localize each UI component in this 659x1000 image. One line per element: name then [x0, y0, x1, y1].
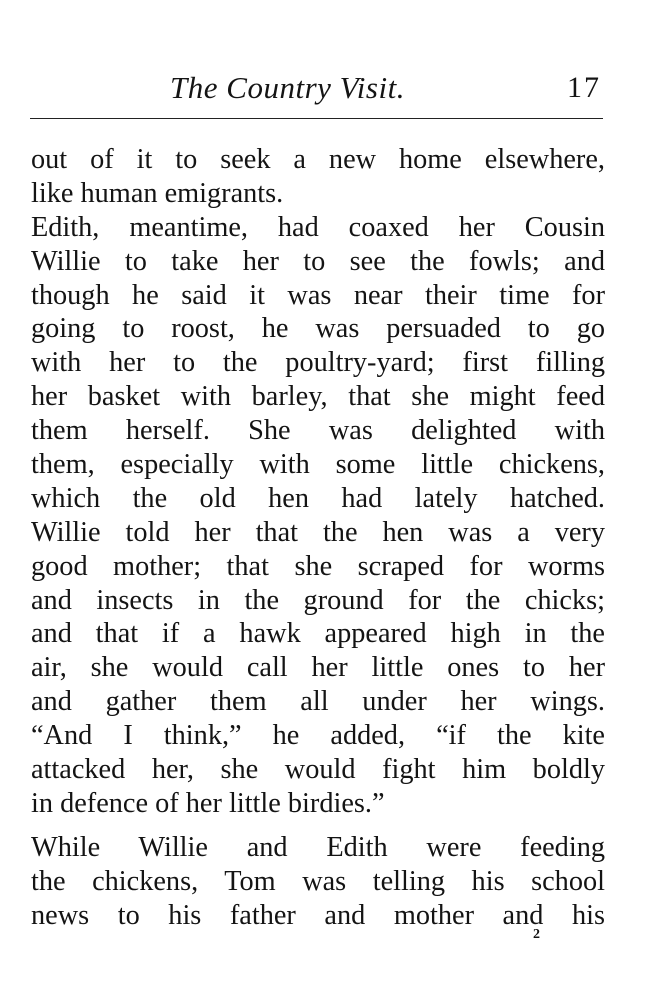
signature-mark: 2: [533, 927, 540, 942]
text-line: which the old hen had lately hatched.: [31, 482, 605, 514]
text-line: her basket with barley, that she might feed: [31, 381, 605, 413]
paragraph-3: [31, 831, 605, 933]
text-line: “And I think,” he added, “if the kite: [31, 720, 605, 752]
text-line: them, especially with some little chickens,: [31, 449, 605, 481]
text-line: with her to the poultry-yard; first filling: [31, 347, 605, 379]
text-line: While Willie and Edith were feeding: [31, 831, 605, 863]
text-line: Willie told her that the hen was a very: [31, 516, 605, 548]
page-number: 17: [567, 71, 601, 104]
paragraph-1: [31, 143, 605, 211]
text-line: Edith, meantime, had coaxed her Cousin: [31, 211, 605, 243]
text-line: attacked her, she would fight him boldly: [31, 754, 605, 786]
paragraph-gap: [31, 821, 605, 831]
text-line: Willie to take her to see the fowls; and: [31, 245, 605, 277]
text-line: though he said it was near their time for: [31, 279, 605, 311]
text-line: going to roost, he was persuaded to go: [31, 313, 605, 345]
header-rule: [30, 118, 603, 119]
running-head: [30, 66, 605, 110]
text-line: out of it to seek a new home elsewhere,: [31, 144, 605, 175]
text-line: air, she would call her little ones to her: [31, 652, 605, 684]
text-line: news to his father and mother and his: [31, 899, 605, 931]
text-line: like human emigrants.: [31, 177, 284, 209]
text-line: and insects in the ground for the chicks;: [31, 584, 605, 616]
body-text: [31, 143, 605, 932]
text-line: them herself. She was delighted with: [31, 415, 605, 447]
running-title: The Country Visit.: [170, 70, 405, 105]
text-line: good mother; that she scraped for worms: [31, 550, 605, 582]
paragraph-2: [31, 211, 605, 821]
text-line: the chickens, Tom was telling his school: [31, 865, 605, 897]
text-line: in defence of her little birdies.”: [31, 787, 385, 819]
text-line: and gather them all under her wings.: [31, 686, 605, 718]
text-line: and that if a hawk appeared high in the: [31, 618, 605, 650]
